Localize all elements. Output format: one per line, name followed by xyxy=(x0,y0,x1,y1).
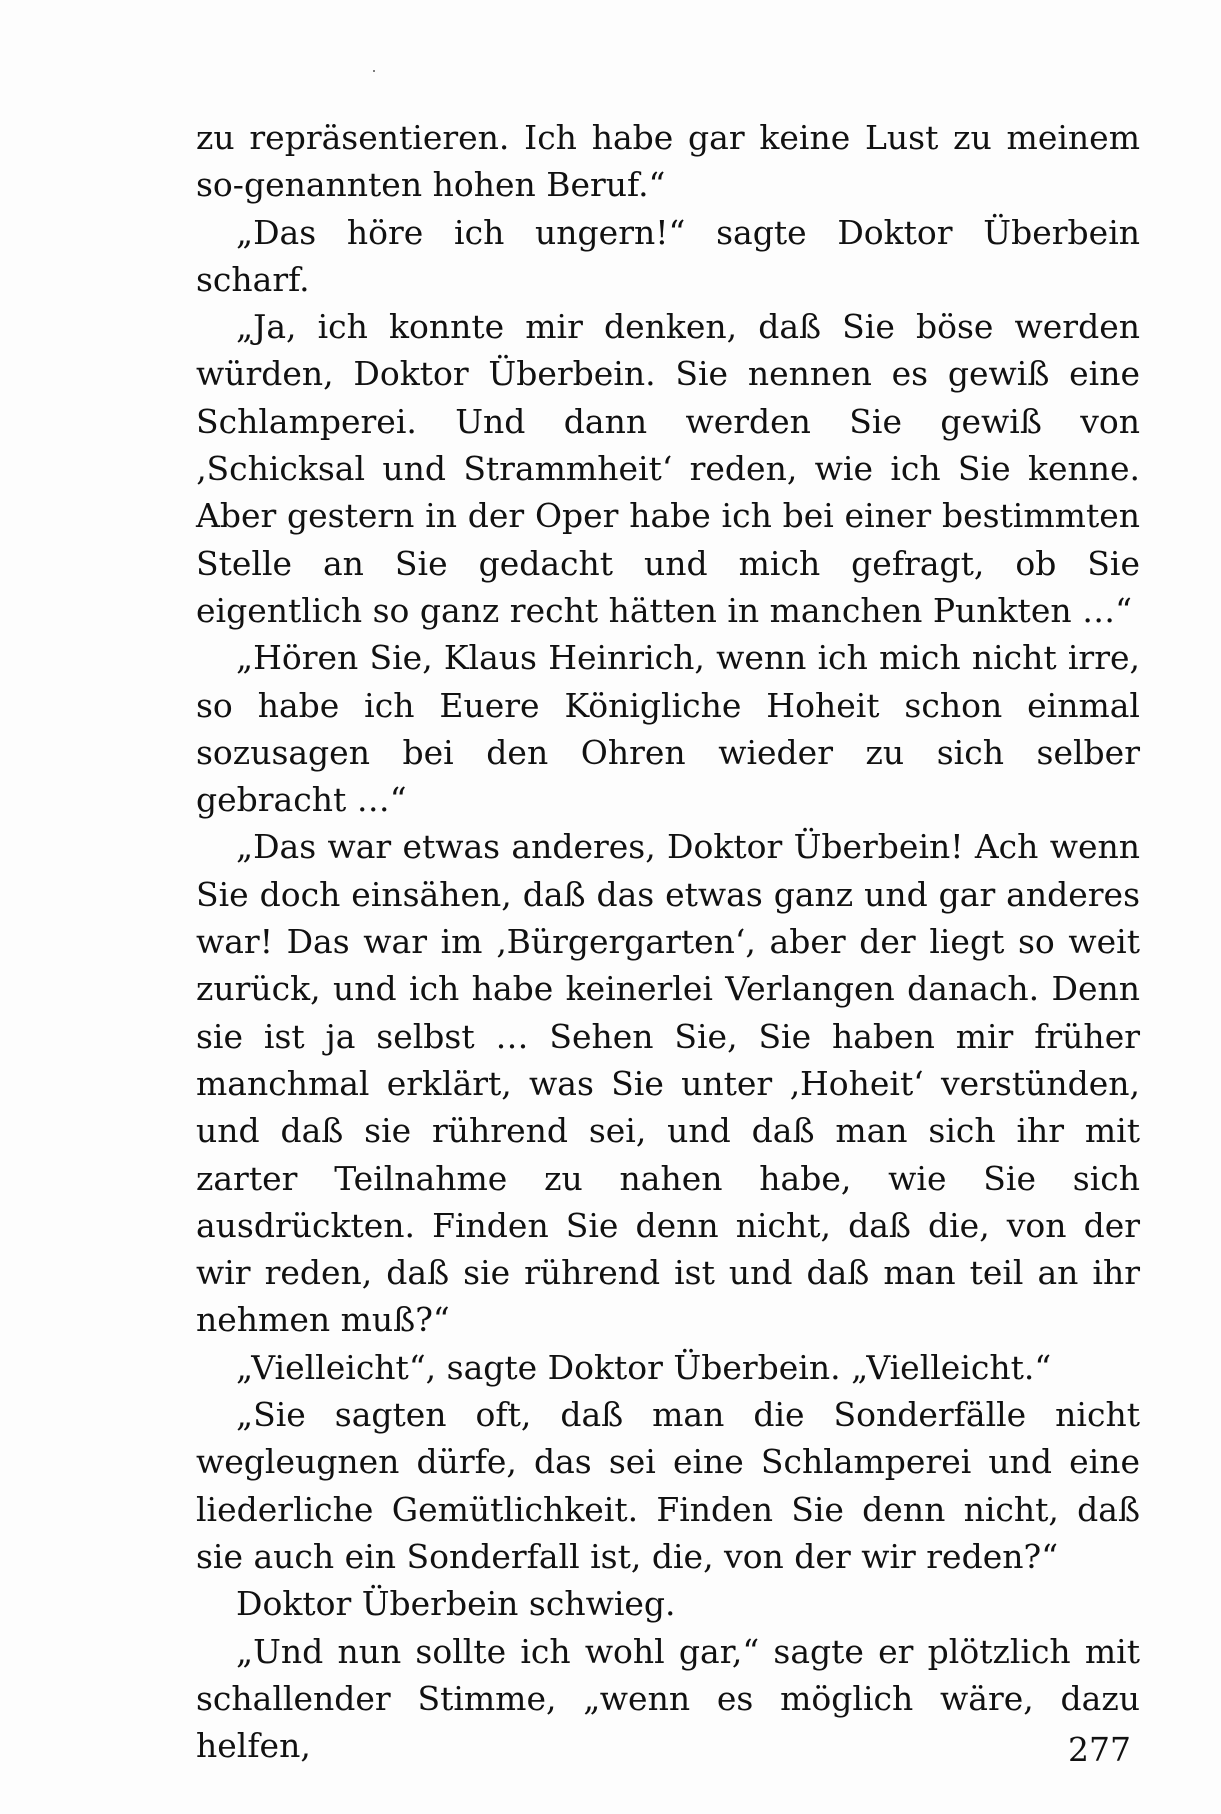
body-text xyxy=(196,114,1140,1769)
paragraph: „Das höre ich ungern!“ sagte Doktor Überbein scharf. xyxy=(196,212,1140,299)
paragraph: „Und nun sollte ich wohl gar,“ sagte er plötzlich mit schallender Stimme, „wenn es möglich wäre, dazu helfen, xyxy=(196,1631,1140,1766)
paragraph: „Das war etwas anderes, Doktor Überbein! Ach wenn Sie doch einsähen, daß das etwas ganz und gar anderes war! Das war im ‚Bürgergarten‘, aber der liegt so weit zurück, und ich habe keinerlei Verlangen danach. Denn sie ist ja selbst … Sehen Sie, Sie haben mir früher manchmal erklärt, was Sie unter ‚Hoheit‘ verstünden, und daß sie rührend sei, und daß man sich ihr mit zarter Teilnahme zu nahen habe, wie Sie sich ausdrückten. Finden Sie denn nicht, daß die, von der wir reden, daß sie rührend ist und daß man teil an ihr nehmen muß?“ xyxy=(196,827,1140,1340)
paragraph-continuation: zu repräsentieren. Ich habe gar keine Lust zu meinem so-genannten hohen Beruf.“ xyxy=(196,118,1140,205)
paragraph: Doktor Überbein schwieg. xyxy=(236,1584,676,1624)
paragraph: „Sie sagten oft, daß man die Sonderfälle nicht wegleugnen dürfe, das sei eine Schlamperei und eine liederliche Gemütlichkeit. Finden Sie denn nicht, daß sie auch ein Sonderfall ist, die, von der wir reden?“ xyxy=(196,1395,1140,1576)
paragraph: „Hören Sie, Klaus Heinrich, wenn ich mich nicht irre, so habe ich Euere Königliche Hoheit schon einmal sozusagen bei den Ohren wieder zu sich selber gebracht …“ xyxy=(196,638,1140,820)
paragraph: „Vielleicht“, sagte Doktor Überbein. „Vielleicht.“ xyxy=(236,1347,1052,1387)
print-speck xyxy=(373,70,375,72)
page-number: 277 xyxy=(1068,1730,1131,1769)
paragraph: „Ja, ich konnte mir denken, daß Sie böse werden würden, Doktor Überbein. Sie nennen es gewiß eine Schlamperei. Und dann werden Sie gewiß von ‚Schicksal und Strammheit‘ reden, wie ich Sie kenne. Aber gestern in der Oper habe ich bei einer bestimmten Stelle an Sie gedacht und mich gefragt, ob Sie eigentlich so ganz recht hätten in manchen Punkten …“ xyxy=(196,307,1140,630)
